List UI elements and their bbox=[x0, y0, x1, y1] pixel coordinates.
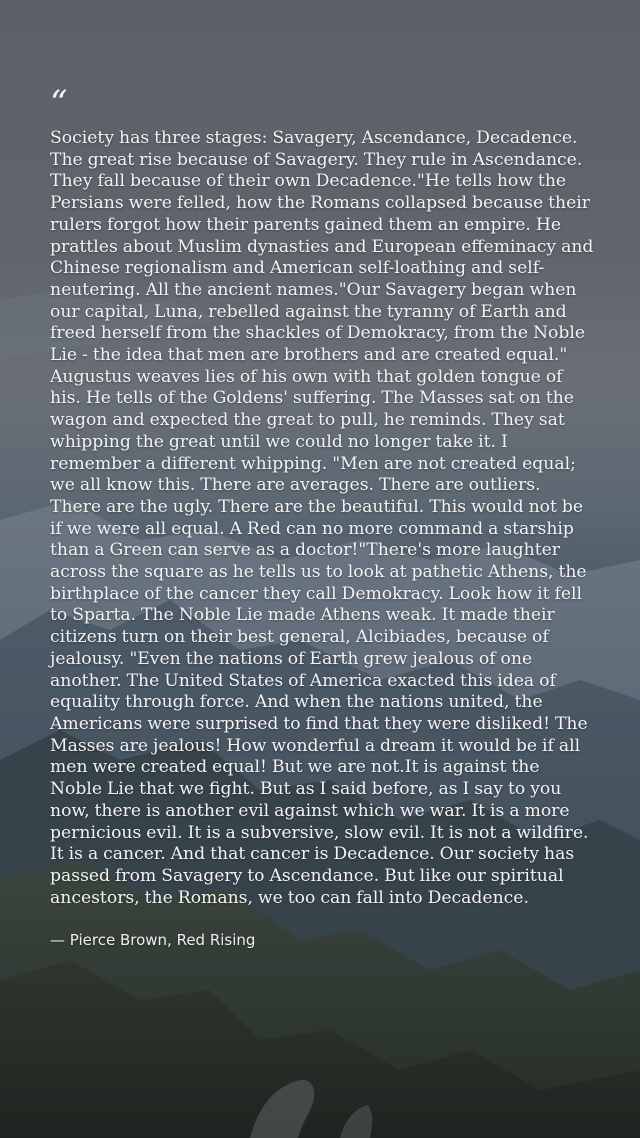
quote-card bbox=[50, 83, 595, 950]
quote-text: Society has three stages: Savagery, Ascendance, Decadence. The great rise because of Savagery. They rule in Ascendance. They fall because of their own Decadence."He tells how the Persians were felled, how the Romans collapsed because their rulers forgot how their parents gained them an empire. He prattles about Muslim dynasties and European effeminacy and Chinese regionalism and American self-loathing and self-neutering. All the ancient names."Our Savagery began when our capital, Luna, rebelled against the tyranny of Earth and freed herself from the shackles of Demokracy, from the Noble Lie - the idea that men are brothers and are created equal." Augustus weaves lies of his own with that golden tongue of his. He tells of the Goldens' suffering. The Masses sat on the wagon and expected the great to pull, he reminds. They sat whipping the great until we could no longer take it. I remember a different whipping. "Men are not created equal; we all know this. There are averages. There are outliers. There are the ugly. There are the beautiful. This would not be if we were all equal. A Red can no more command a starship than a Green can serve as a doctor!"There's more laughter across the square as he tells us to look at pathetic Athens, the birthplace of the cancer they call Demokracy. Look how it fell to Sparta. The Noble Lie made Athens weak. It made their citizens turn on their best general, Alcibiades, because of jealousy. "Even the nations of Earth grew jealous of one another. The United States of America exacted this idea of equality through force. And when the nations united, the Americans were surprised to find that they were disliked! The Masses are jealous! How wonderful a dream it would be if all men were created equal! But we are not.It is against the Noble Lie that we fight. But as I said before, as I say to you now, there is another evil against which we war. It is a more pernicious evil. It is a subversive, slow evil. It is not a wildfire. It is a cancer. And that cancer is Decadence. Our society has passed from Savagery to Ascendance. But like our spiritual ancestors, the Romans, we too can fall into Decadence. bbox=[50, 128, 594, 908]
quote-mark-icon: “ bbox=[50, 83, 68, 123]
quote-attribution: — Pierce Brown, Red Rising bbox=[50, 931, 256, 950]
